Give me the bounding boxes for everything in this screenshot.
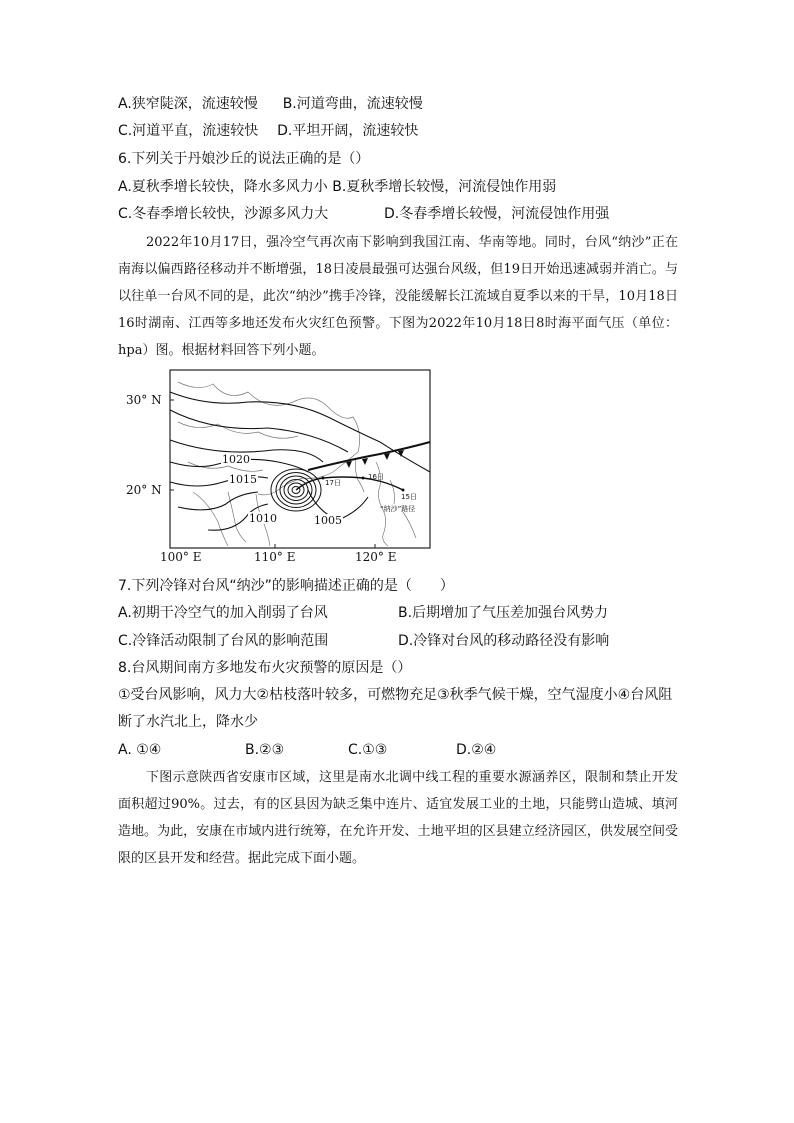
sea-level-pressure-map: [118, 362, 438, 567]
q6-option-c: C.冬春季增长较快，沙源多风力大: [118, 206, 329, 222]
q7-option-a: A.初期干冷空气的加入削弱了台风: [118, 605, 328, 621]
isobar-label-1015: 1015: [229, 473, 257, 486]
lat-label-30n: 30° N: [126, 393, 162, 407]
q6-options-row1: [118, 177, 556, 197]
path-date-17: 17日: [325, 479, 341, 487]
isobar-label-1005: 1005: [314, 514, 342, 527]
q8-items-line1: ①受台风影响，风力大②枯枝落叶较多，可燃物充足③秋季气候干燥，空气湿度小④台风阻: [118, 687, 673, 703]
lon-label-120e: 120° E: [355, 550, 397, 564]
passage-typhoon: 2022年10月17日，强冷空气再次南下影响到我国江南、华南等地。同时，台风“纳沙”正在南海以偏西路径移动并不断增强，18日凌晨最强可达强台风级，但19日开始迅速减弱并消亡。与以往单一台风不同的是，此次“纳沙”携手冷锋，没能缓解长江流域自夏季以来的干旱，10月18日16时湖南、江西等多地还发布火灾红色预警。下图为2022年10月18日8时海平面气压（单位：hpa）图。根据材料回答下列小题。: [118, 235, 678, 358]
q8-option-b: B.②③: [245, 742, 285, 758]
q7-stem: 7.下列冷锋对台风“纳沙”的影响描述正确的是（ ）: [118, 578, 454, 594]
q5-option-c: C.河道平直，流速较快: [118, 123, 259, 139]
q5-option-a: A.狭窄陡深，流速较慢: [118, 96, 258, 112]
q7-option-d: D.冷锋对台风的移动路径没有影响: [398, 633, 610, 649]
path-date-15: 15日: [401, 493, 417, 501]
q8-items-line2: 断了水汽北上，降水少: [118, 714, 258, 730]
isobar-label-1010: 1010: [249, 512, 277, 525]
path-legend-label: “纳沙”路径: [380, 505, 416, 513]
q6-option-b: B.夏秋季增长较慢，河流侵蚀作用弱: [332, 179, 557, 195]
q5-option-b: B.河道弯曲，流速较慢: [282, 96, 423, 112]
q5-options-row2: [118, 121, 418, 141]
lat-label-20n: 20° N: [126, 483, 162, 497]
isobar-label-1020: 1020: [222, 453, 250, 466]
q6-stem: 6.下列关于丹娘沙丘的说法正确的是（）: [118, 151, 370, 167]
lon-label-100e: 100° E: [160, 550, 202, 564]
q5-options-row1: [118, 94, 423, 114]
q8-option-c: C.①③: [348, 742, 388, 758]
path-date-16: 16日: [368, 473, 384, 481]
q6-option-a: A.夏秋季增长较快，降水多风力小: [118, 179, 328, 195]
q8-stem: 8.台风期间南方多地发布火灾预警的原因是（）: [118, 660, 412, 676]
passage-ankang: 下图示意陕西省安康市区域，这里是南水北调中线工程的重要水源涵养区，限制和禁止开发面积超过90%。过去，有的区县因为缺乏集中连片、适宜发展工业的土地，只能劈山造城、填河造地。为此，安康在市域内进行统筹，在允许开发、土地平坦的区县建立经济园区，供发展空间受限的区县开发和经营。据此完成下面小题。: [118, 770, 678, 866]
q8-option-d: D.②④: [456, 742, 497, 758]
q5-option-d: D.平坦开阔，流速较快: [277, 123, 419, 139]
q8-option-a: A. ①④: [118, 742, 162, 758]
lon-label-110e: 110° E: [254, 550, 296, 564]
q7-option-c: C.冷锋活动限制了台风的影响范围: [118, 633, 329, 649]
q7-option-b: B.后期增加了气压差加强台风势力: [398, 605, 609, 621]
q6-option-d: D.冬春季增长较慢，河流侵蚀作用强: [384, 206, 610, 222]
